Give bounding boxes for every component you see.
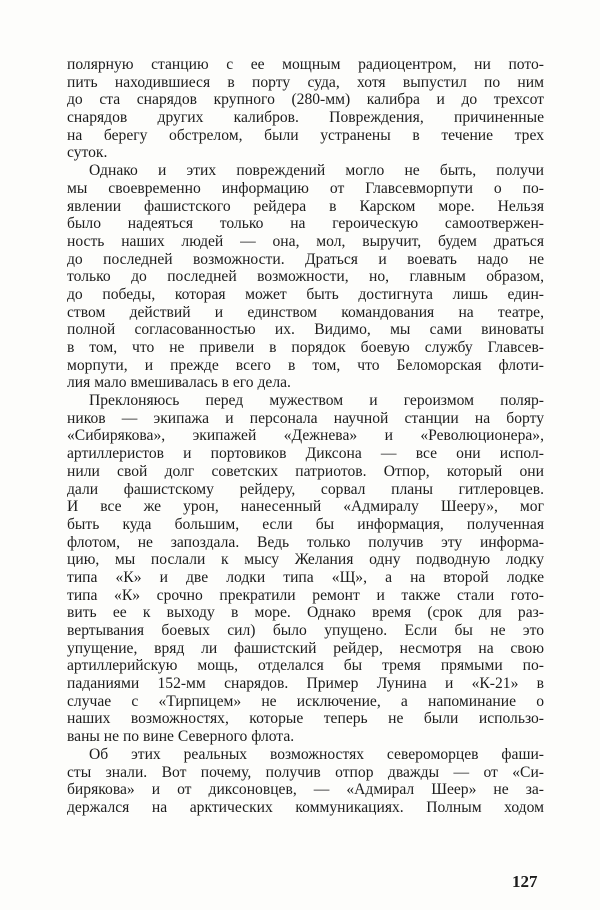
page-number: 127 (512, 872, 538, 891)
text-line: Об этих реальных возможностях североморцев фаши- (89, 745, 544, 763)
text-line: артиллеристов и портовиков Диксона — все они испол- (67, 445, 544, 463)
paragraph (67, 56, 544, 162)
text-line: паданиями 152-мм снарядов. Пример Лунина и «К-21» в (67, 675, 544, 693)
text-line: артиллерийскую мощь, отделался бы тремя прямыми по- (67, 657, 544, 675)
text-line: вить ее к выходу в море. Однако время (срок для раз- (67, 604, 544, 622)
text-line: наших возможностях, которые теперь не были использо- (67, 710, 544, 728)
text-line: держался на арктических коммуникациях. Полным ходом (67, 798, 544, 816)
text-line: пить находившиеся в порту суда, хотя выпустил по ним (67, 73, 544, 91)
text-line: снарядов других калибров. Повреждения, причиненные (67, 109, 544, 127)
text-line: случае с «Тирпицем» не исключение, а напоминание о (67, 692, 544, 710)
text-line: типа «К» и две лодки типа «Щ», а на второй лодке (67, 568, 544, 586)
text-line: цию, мы послали к мысу Желания одну подводную лодку (67, 551, 544, 569)
paragraph (67, 162, 544, 392)
text-line: типа «К» срочно прекратили ремонт и также стали гото- (67, 586, 544, 604)
text-line: до последней возможности. Драться и воевать надо не (67, 250, 544, 268)
text-line: до ста снарядов крупного (280-мм) калибра и до трехсот (67, 91, 544, 109)
text-line: нили свой долг советских патриотов. Отпор, который они (67, 462, 544, 480)
text-line: полной согласованностью их. Видимо, мы сами виноваты (67, 321, 544, 339)
text-line: И все же урон, нанесенный «Адмиралу Шееру», мог (67, 498, 544, 516)
text-line: мы своевременно информацию от Главсевморпути о по- (67, 179, 544, 197)
text-line: на берегу обстрелом, были устранены в течение трех (67, 126, 544, 144)
text-line: ников — экипажа и персонала научной станции на борту (67, 409, 544, 427)
text-line: дали фашистскому рейдеру, сорвал планы гитлеровцев. (67, 480, 544, 498)
text-line: морпути, и прежде всего в том, что Беломорская флоти- (67, 356, 544, 374)
text-line: быть куда большим, если бы информация, полученная (67, 515, 544, 533)
text-line: бирякова» и от диксоновцев, — «Адмирал Шеер» не за- (67, 781, 544, 799)
text-line: ность наших людей — она, мол, выручит, будем драться (67, 232, 544, 250)
text-line: ваны не по вине Северного флота. (67, 728, 295, 746)
text-line: «Сибирякова», экипажей «Дежнева» и «Революционера», (67, 427, 544, 445)
text-line: суток. (67, 144, 108, 162)
text-line: ством действий и единством командования на театре, (67, 303, 544, 321)
text-line: только до последней возможности, но, главным образом, (67, 268, 544, 286)
paragraph (67, 746, 544, 817)
text-line: было надеяться только на героическую самоотвержен- (67, 215, 544, 233)
page-body-text (67, 56, 544, 817)
text-line: флотом, не запоздала. Ведь только получив эту информа- (67, 533, 544, 551)
text-line: упущение, вряд ли фашистский рейдер, несмотря на свою (67, 639, 544, 657)
text-line: вертывания боевых сил) было упущено. Если бы не это (67, 622, 544, 639)
text-line: Однако и этих повреждений могло не быть, получи (89, 162, 544, 180)
paragraph (67, 392, 544, 746)
text-line: полярную станцию с ее мощным радиоцентром, ни пото- (67, 56, 544, 73)
text-line: явлении фашистского рейдера в Карском море. Нельзя (67, 197, 544, 215)
text-line: в том, что не привели в порядок боевую службу Главсев- (67, 339, 544, 356)
text-line: лия мало вмешивалась в его дела. (67, 374, 291, 392)
text-line: до победы, которая может быть достигнута лишь един- (67, 285, 544, 303)
text-line: Преклоняюсь перед мужеством и героизмом поляр- (89, 392, 544, 410)
text-line: сты знали. Вот почему, получив отпор дважды — от «Си- (67, 763, 544, 781)
